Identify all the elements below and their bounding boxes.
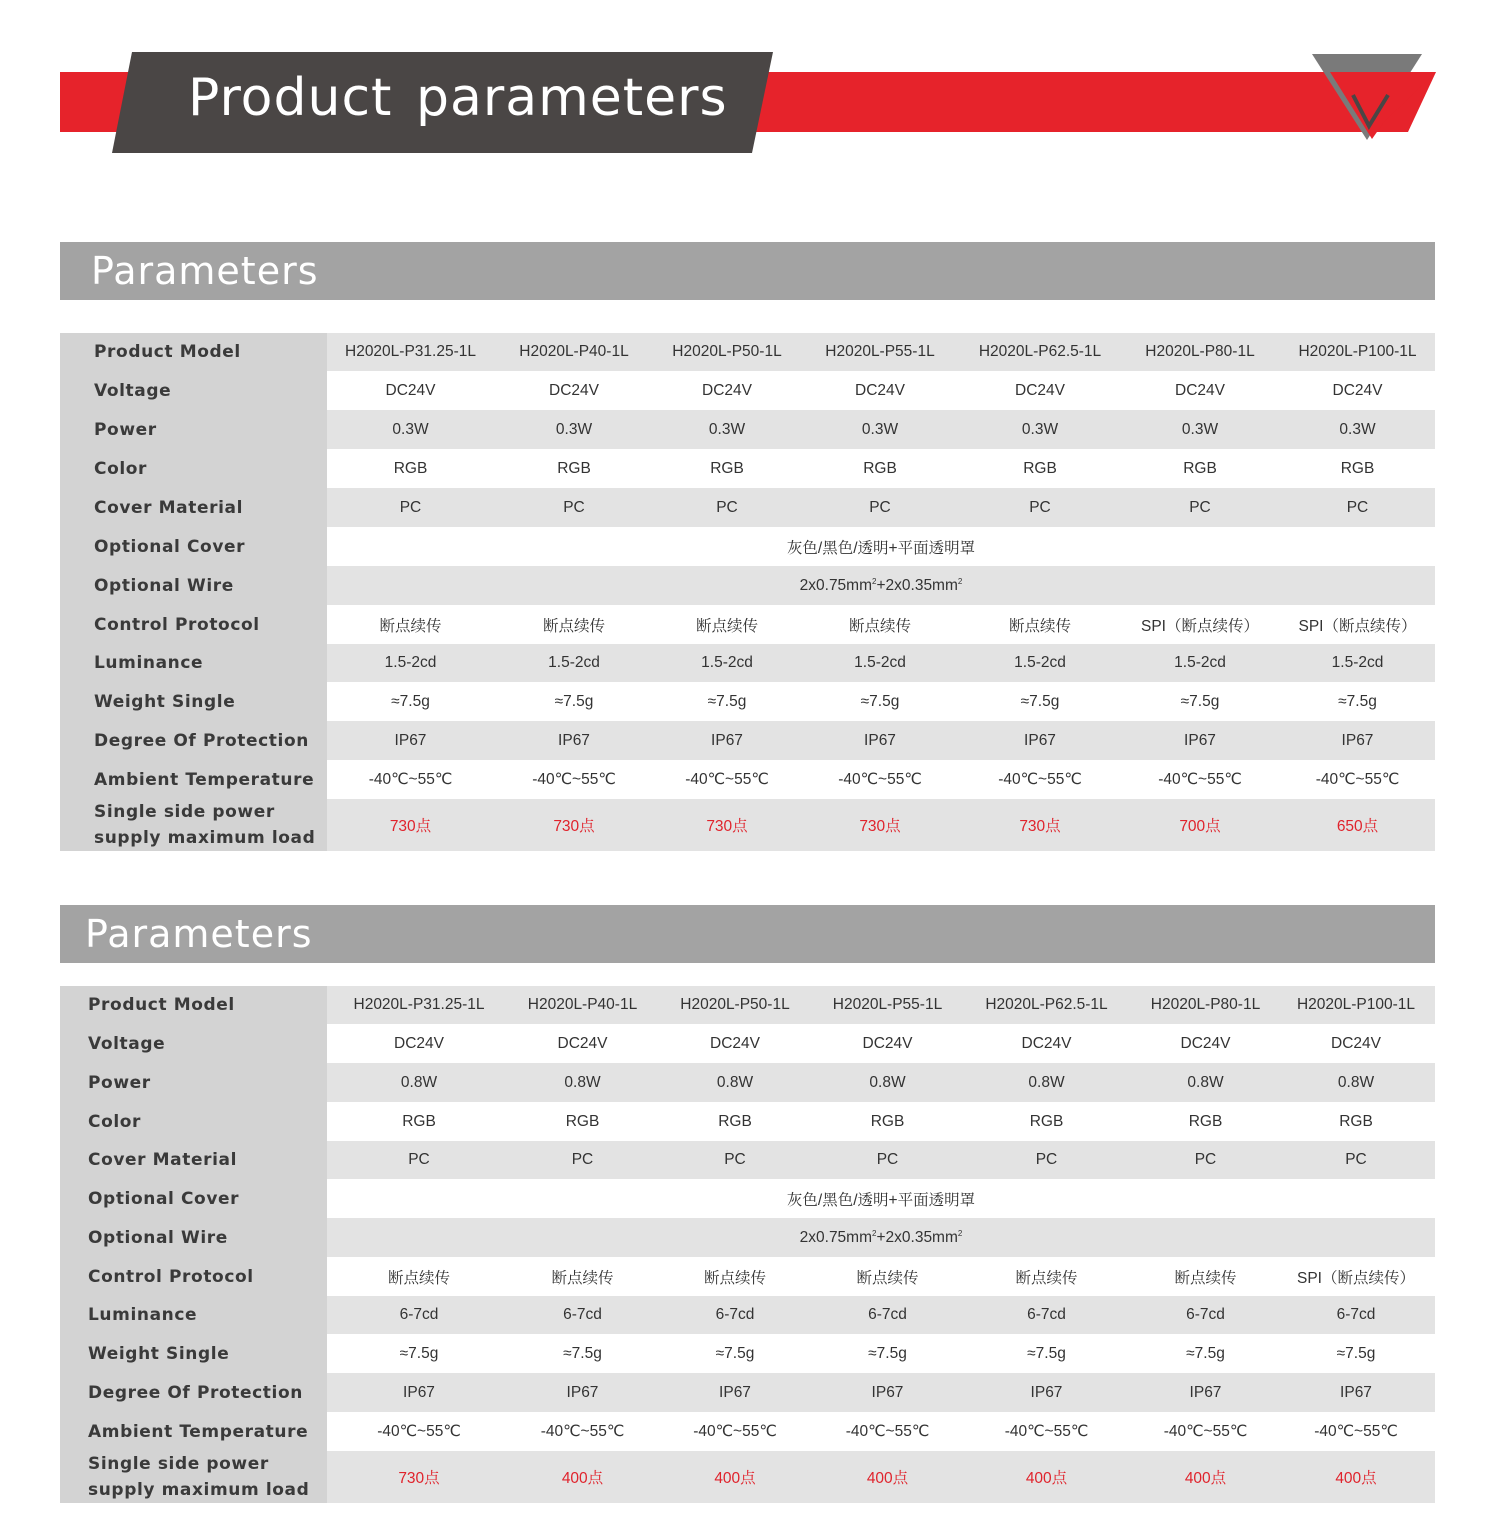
row-label: Cover Material [60,1141,327,1179]
table-cell: IP67 [654,1373,816,1412]
table-cell: 0.8W [327,1063,511,1102]
table-cell: 6-7cd [816,1296,959,1334]
row-label-line: Single side power [88,1454,269,1474]
table-cell: DC24V [816,1024,959,1063]
table-cell: H2020L-P31.25-1L [327,333,494,371]
table-cell: RGB [654,1102,816,1141]
table-row-power [60,1063,1435,1102]
table-cell: DC24V [959,1024,1134,1063]
row-label [60,1451,327,1503]
row-label: Weight Single [60,1334,327,1373]
table-cell: -40℃~55℃ [327,1412,511,1451]
table-cell: RGB [327,1102,511,1141]
table-cell: IP67 [800,721,960,760]
table-cell: PC [1134,1141,1277,1179]
table-cell: 断点续传 [494,605,654,644]
table-row-single-side-power-supply-maximum-load [60,799,1435,851]
row-label: Power [60,1063,327,1102]
table-cell: -40℃~55℃ [654,760,800,799]
table-cell: -40℃~55℃ [800,760,960,799]
table-cell-merged: 灰色/黑色/透明+平面透明罩 [327,1179,1435,1218]
table-cell: 730点 [960,799,1120,851]
row-label-line: supply maximum load [88,1480,310,1500]
table-cell: RGB [494,449,654,488]
table-cell: 0.3W [1120,410,1280,449]
product-parameters-banner [0,0,1497,170]
wire-spec-text: 2x0.75mm [799,576,873,594]
table-row-single-side-power-supply-maximum-load [60,1451,1435,1503]
table-cell: 断点续传 [654,1257,816,1296]
row-label: Ambient Temperature [60,760,327,799]
table-cell: PC [511,1141,654,1179]
table-row-color [60,449,1435,488]
table-cell: ≈7.5g [959,1334,1134,1373]
table-row-weight-single [60,1334,1435,1373]
superscript: 2 [872,1228,877,1238]
table-cell: PC [654,488,800,527]
table-cell: ≈7.5g [816,1334,959,1373]
table-cell: 650点 [1280,799,1435,851]
table-cell: ≈7.5g [1134,1334,1277,1373]
table-cell: 400点 [1134,1451,1277,1503]
table-row-cover-material [60,488,1435,527]
table-cell: 730点 [494,799,654,851]
table-cell: 730点 [327,799,494,851]
table-cell: ≈7.5g [1280,682,1435,721]
table-cell: ≈7.5g [654,682,800,721]
table-cell: IP67 [327,1373,511,1412]
table-cell: -40℃~55℃ [1280,760,1435,799]
table-cell: 0.3W [494,410,654,449]
section-title: Parameters [91,249,319,293]
table-cell: 400点 [959,1451,1134,1503]
table-row-ambient-temperature [60,760,1435,799]
wire-spec-text: +2x0.35mm [876,576,958,594]
table-cell: 1.5-2cd [327,644,494,682]
table-cell: PC [960,488,1120,527]
table-cell: 0.8W [1134,1063,1277,1102]
row-label: Color [60,449,327,488]
table-cell: 400点 [816,1451,959,1503]
table-cell: RGB [1277,1102,1435,1141]
table-cell: H2020L-P50-1L [654,986,816,1024]
table-cell: RGB [654,449,800,488]
table-cell: H2020L-P50-1L [654,333,800,371]
table-cell: 断点续传 [960,605,1120,644]
table-row-ambient-temperature [60,1412,1435,1451]
table-cell: DC24V [654,371,800,410]
table-cell: ≈7.5g [960,682,1120,721]
table-cell: DC24V [1280,371,1435,410]
wire-spec-text: +2x0.35mm [876,1228,958,1246]
table-cell: ≈7.5g [327,1334,511,1373]
section-header-1 [60,242,1435,300]
table-row-optional-wire [60,1218,1435,1257]
table-cell: IP67 [511,1373,654,1412]
table-row-control-protocol [60,605,1435,644]
row-label: Product Model [60,333,327,371]
row-label: Optional Cover [60,1179,327,1218]
row-label: Luminance [60,644,327,682]
table-cell: PC [654,1141,816,1179]
table-cell: -40℃~55℃ [1120,760,1280,799]
parameters-table-2 [60,986,1435,1503]
table-cell: DC24V [1120,371,1280,410]
banner-title: Product parameters [188,68,728,128]
row-label [60,799,327,851]
table-cell: 断点续传 [1134,1257,1277,1296]
table-cell: 700点 [1120,799,1280,851]
table-cell: 730点 [654,799,800,851]
table-cell: 730点 [327,1451,511,1503]
table-cell: -40℃~55℃ [511,1412,654,1451]
table-cell: -40℃~55℃ [494,760,654,799]
row-label: Voltage [60,371,327,410]
table-cell: H2020L-P80-1L [1134,986,1277,1024]
table-cell: -40℃~55℃ [654,1412,816,1451]
table-cell: DC24V [511,1024,654,1063]
table-cell: ≈7.5g [1120,682,1280,721]
table-cell: IP67 [327,721,494,760]
table-cell-merged: 灰色/黑色/透明+平面透明罩 [327,527,1435,566]
row-label: Voltage [60,1024,327,1063]
table-cell: PC [327,488,494,527]
table-cell: 1.5-2cd [494,644,654,682]
table-cell: 6-7cd [1134,1296,1277,1334]
table-cell: H2020L-P100-1L [1277,986,1435,1024]
table-cell: ≈7.5g [800,682,960,721]
table-cell-merged [327,1218,1435,1257]
table-cell: H2020L-P31.25-1L [327,986,511,1024]
table-row-voltage [60,371,1435,410]
table-row-optional-cover [60,527,1435,566]
table-cell: PC [800,488,960,527]
table-cell: DC24V [327,1024,511,1063]
table-cell: ≈7.5g [654,1334,816,1373]
table-cell: 1.5-2cd [800,644,960,682]
table-row-weight-single [60,682,1435,721]
row-label: Optional Wire [60,1218,327,1257]
row-label: Optional Cover [60,527,327,566]
table-row-product-model [60,986,1435,1024]
section-title: Parameters [85,912,313,956]
table-cell: RGB [800,449,960,488]
table-cell: 断点续传 [959,1257,1134,1296]
table-cell: -40℃~55℃ [327,760,494,799]
table-cell: -40℃~55℃ [960,760,1120,799]
table-cell: IP67 [654,721,800,760]
table-cell: ≈7.5g [1277,1334,1435,1373]
table-cell: -40℃~55℃ [1134,1412,1277,1451]
table-row-luminance [60,1296,1435,1334]
table-cell: IP67 [960,721,1120,760]
row-label: Product Model [60,986,327,1024]
table-cell: 6-7cd [959,1296,1134,1334]
table-cell: IP67 [1280,721,1435,760]
table-cell: H2020L-P100-1L [1280,333,1435,371]
table-cell: RGB [959,1102,1134,1141]
table-cell-merged [327,566,1435,605]
table-cell: 400点 [511,1451,654,1503]
table-cell: SPI（断点续传） [1280,605,1435,644]
row-label: Weight Single [60,682,327,721]
table-cell: 断点续传 [327,1257,511,1296]
table-cell: PC [494,488,654,527]
table-cell: 6-7cd [654,1296,816,1334]
table-cell: RGB [1120,449,1280,488]
table-cell: 0.3W [960,410,1120,449]
table-cell: RGB [511,1102,654,1141]
table-cell: H2020L-P40-1L [511,986,654,1024]
table-cell: H2020L-P62.5-1L [960,333,1120,371]
table-cell: H2020L-P62.5-1L [959,986,1134,1024]
table-row-luminance [60,644,1435,682]
row-label: Color [60,1102,327,1141]
table-cell: 0.8W [959,1063,1134,1102]
table-cell: PC [959,1141,1134,1179]
table-cell: IP67 [1134,1373,1277,1412]
table-row-product-model [60,333,1435,371]
table-cell: RGB [816,1102,959,1141]
table-cell: PC [327,1141,511,1179]
table-cell: 0.8W [816,1063,959,1102]
table-cell: 1.5-2cd [654,644,800,682]
superscript: 2 [957,1228,963,1238]
table-cell: 0.3W [800,410,960,449]
table-cell: 0.8W [1277,1063,1435,1102]
table-cell: -40℃~55℃ [959,1412,1134,1451]
section-header-2 [60,905,1435,963]
table-row-degree-of-protection [60,1373,1435,1412]
table-cell: PC [816,1141,959,1179]
table-cell: RGB [1280,449,1435,488]
table-cell: IP67 [959,1373,1134,1412]
row-label-line: supply maximum load [94,828,316,848]
table-cell: DC24V [1277,1024,1435,1063]
table-cell: 0.8W [654,1063,816,1102]
table-cell: H2020L-P55-1L [800,333,960,371]
table-cell: ≈7.5g [511,1334,654,1373]
table-cell: RGB [1134,1102,1277,1141]
table-row-control-protocol [60,1257,1435,1296]
row-label: Control Protocol [60,605,327,644]
table-cell: 400点 [1277,1451,1435,1503]
table-cell: 1.5-2cd [1120,644,1280,682]
table-cell: DC24V [1134,1024,1277,1063]
table-cell: IP67 [1120,721,1280,760]
table-cell: -40℃~55℃ [1277,1412,1435,1451]
table-row-power [60,410,1435,449]
table-cell: RGB [960,449,1120,488]
table-cell: 6-7cd [327,1296,511,1334]
superscript: 2 [957,576,963,586]
table-cell: DC24V [800,371,960,410]
table-cell: 断点续传 [511,1257,654,1296]
table-cell: PC [1120,488,1280,527]
row-label-line: Single side power [94,802,275,822]
table-cell: 断点续传 [654,605,800,644]
row-label: Ambient Temperature [60,1412,327,1451]
table-row-color [60,1102,1435,1141]
table-cell: 6-7cd [511,1296,654,1334]
table-cell: 断点续传 [327,605,494,644]
table-cell: H2020L-P80-1L [1120,333,1280,371]
table-cell: IP67 [816,1373,959,1412]
row-label: Degree Of Protection [60,1373,327,1412]
row-label: Luminance [60,1296,327,1334]
row-label: Power [60,410,327,449]
table-row-cover-material [60,1141,1435,1179]
table-cell: H2020L-P55-1L [816,986,959,1024]
table-cell: 1.5-2cd [960,644,1120,682]
table-cell: 1.5-2cd [1280,644,1435,682]
table-row-voltage [60,1024,1435,1063]
table-row-optional-cover [60,1179,1435,1218]
table-cell: IP67 [1277,1373,1435,1412]
row-label: Control Protocol [60,1257,327,1296]
table-cell: 730点 [800,799,960,851]
table-cell: SPI（断点续传） [1120,605,1280,644]
table-cell: ≈7.5g [327,682,494,721]
row-label: Degree Of Protection [60,721,327,760]
table-cell: H2020L-P40-1L [494,333,654,371]
table-cell: PC [1277,1141,1435,1179]
table-cell: 断点续传 [816,1257,959,1296]
superscript: 2 [872,576,877,586]
table-cell: RGB [327,449,494,488]
table-cell: 0.3W [327,410,494,449]
table-cell: 400点 [654,1451,816,1503]
table-cell: -40℃~55℃ [816,1412,959,1451]
table-cell: 0.8W [511,1063,654,1102]
table-cell: DC24V [494,371,654,410]
table-cell: 0.3W [1280,410,1435,449]
table-cell: ≈7.5g [494,682,654,721]
row-label: Optional Wire [60,566,327,605]
table-cell: 0.3W [654,410,800,449]
table-cell: DC24V [960,371,1120,410]
table-cell: PC [1280,488,1435,527]
wire-spec-text: 2x0.75mm [799,1228,873,1246]
table-cell: DC24V [654,1024,816,1063]
table-cell: IP67 [494,721,654,760]
table-cell: DC24V [327,371,494,410]
table-row-degree-of-protection [60,721,1435,760]
table-cell: SPI（断点续传） [1277,1257,1435,1296]
row-label: Cover Material [60,488,327,527]
parameters-table-1 [60,333,1435,851]
table-cell: 断点续传 [800,605,960,644]
table-cell: 6-7cd [1277,1296,1435,1334]
table-row-optional-wire [60,566,1435,605]
